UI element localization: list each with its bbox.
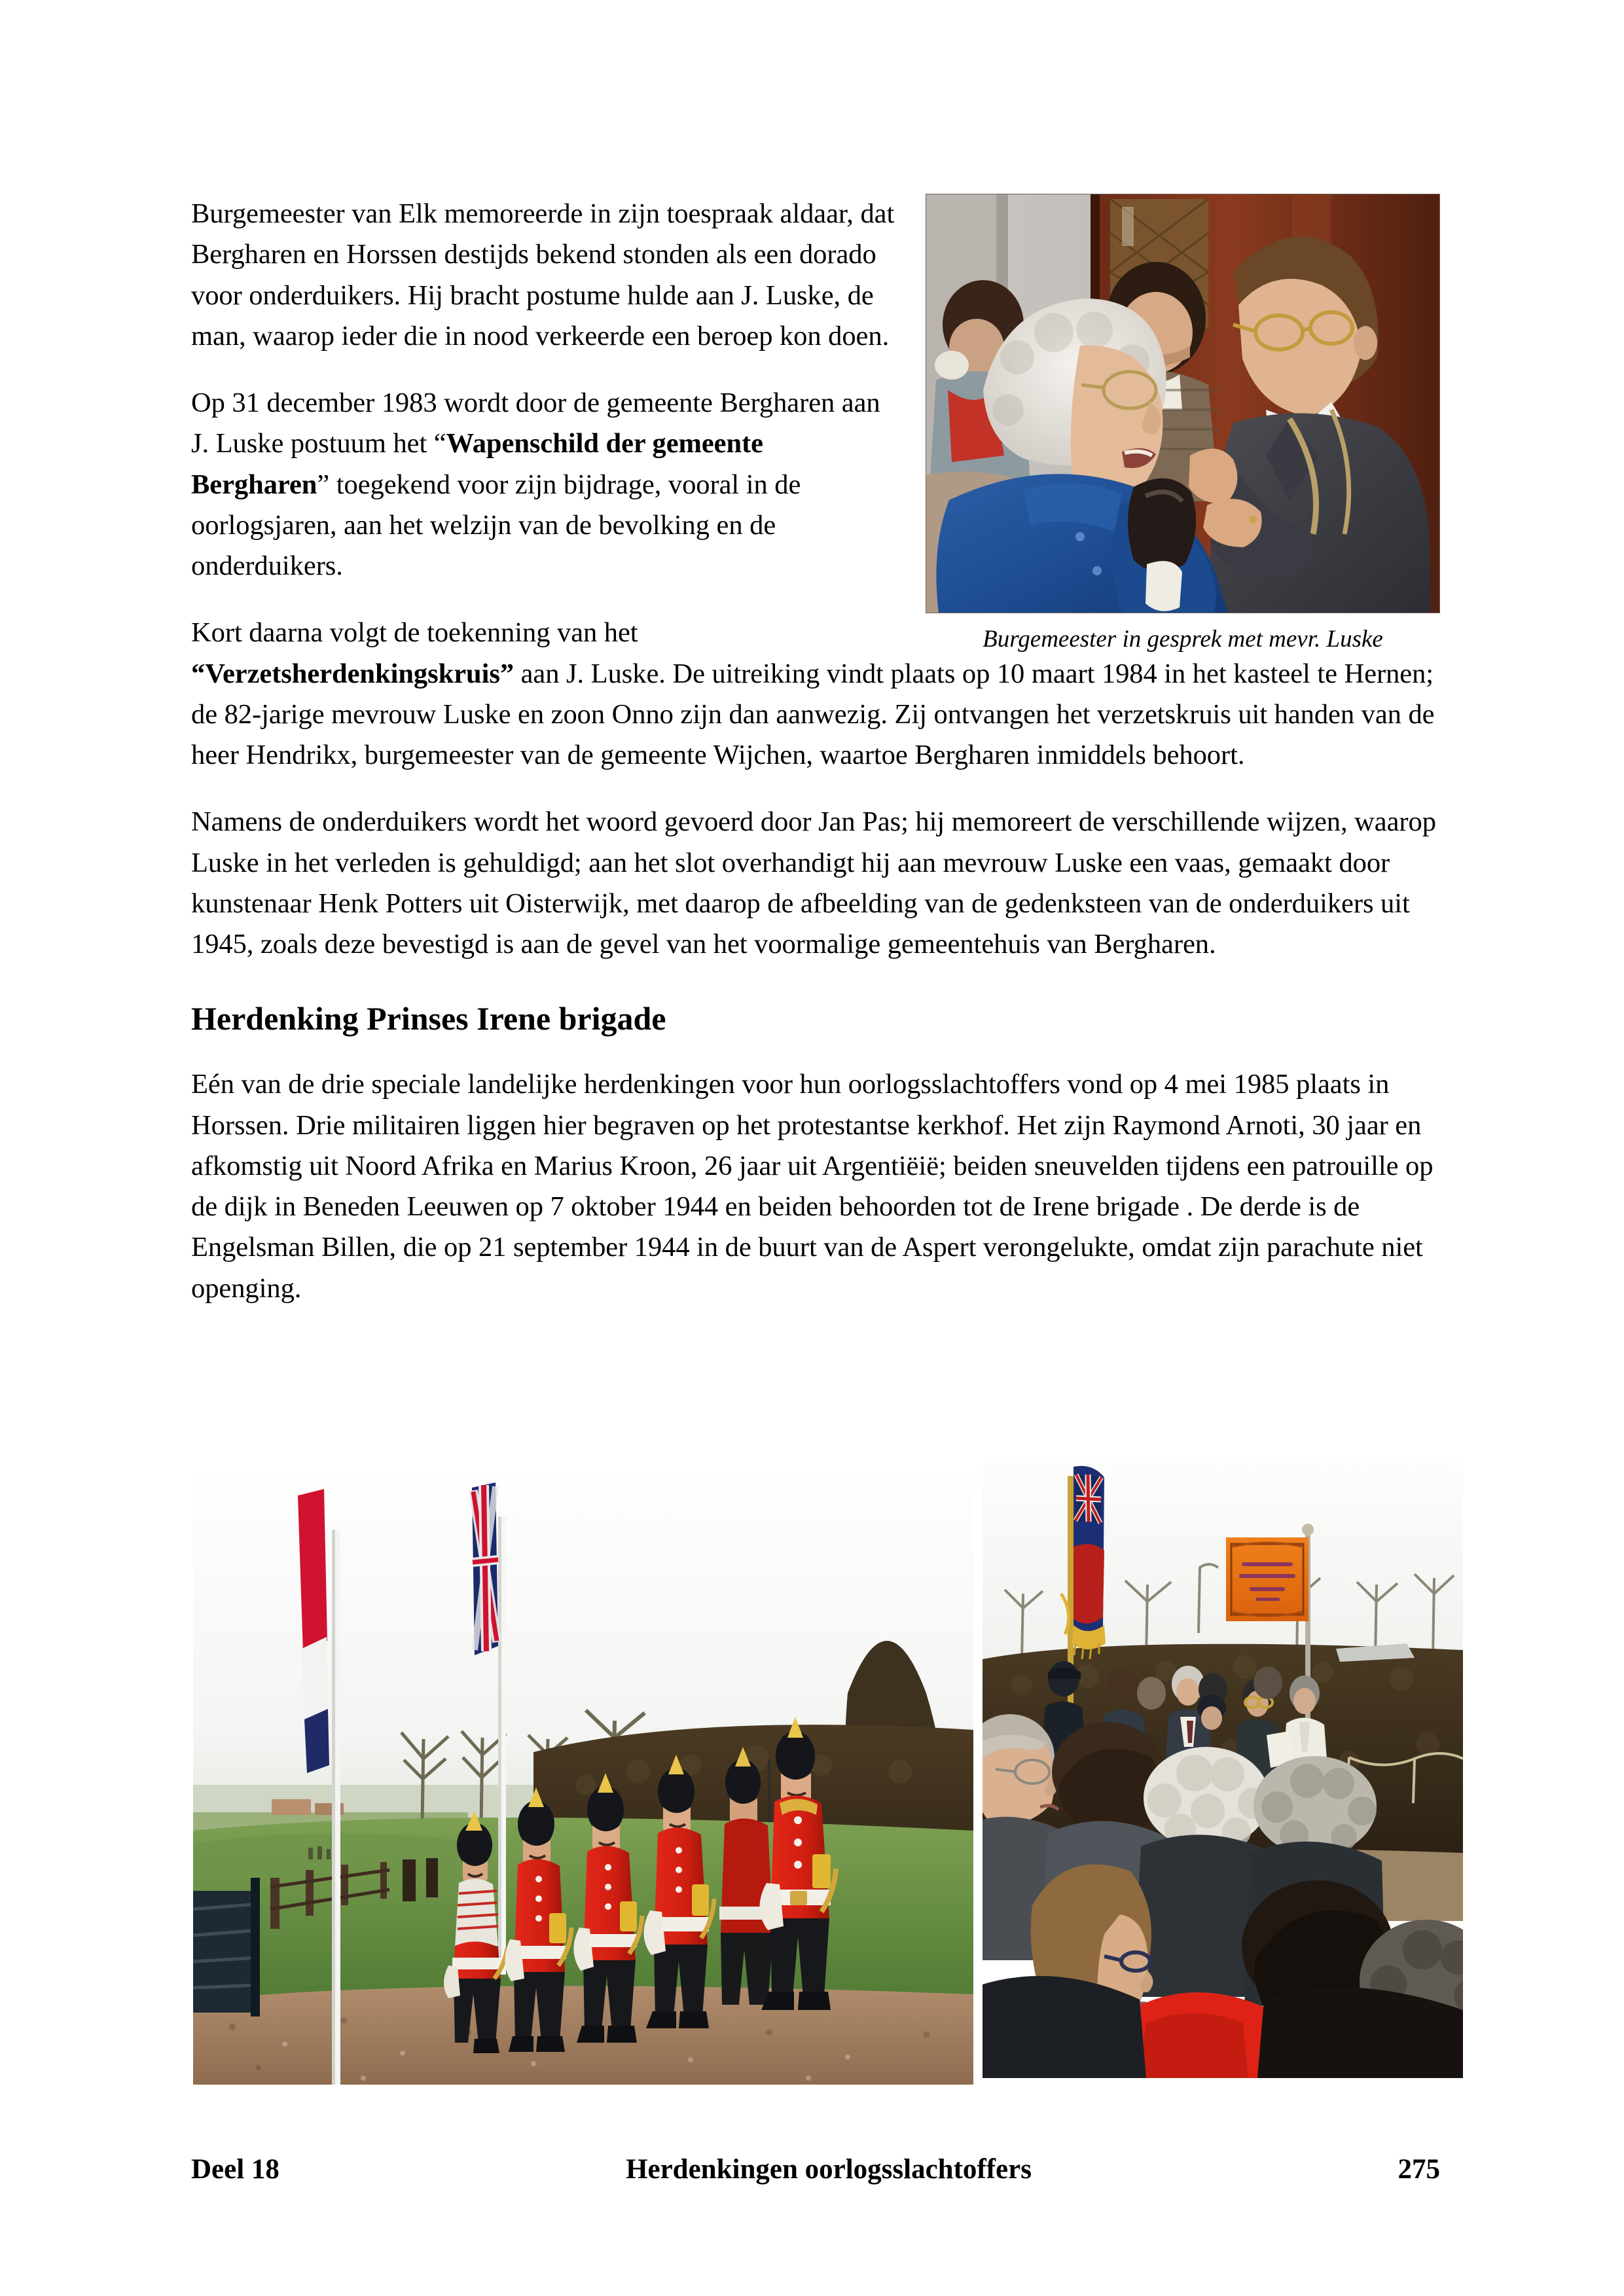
figure-row-bottom	[193, 1463, 1466, 2081]
photo-mayor-talking-with-mrs-luske-image	[926, 194, 1440, 613]
photo-crowd-with-banners-at-ceremony	[983, 1463, 1463, 2078]
photo-guards-marching-with-flags	[193, 1477, 973, 2085]
photo-mayor-talking-with-mrs-luske	[926, 194, 1440, 613]
paragraph-burgemeester-van-elk: Burgemeester van Elk memoreerde in zijn toespraak aldaar, dat Bergharen en Horssen destijds bekend stonden als een dorado voor onderduikers. Hij bracht postume hulde aan J. Luske, de man, waarop ieder die in nood verkeerde een beroep kon doen.	[191, 198, 895, 351]
paragraph-irene-brigade: Eén van de drie speciale landelijke herdenkingen voor hun oorlogsslachtoffers vond op 4 mei 1985 plaats in Horssen. Drie militairen liggen hier begraven op het protestantse kerkhof. Het zijn Raymond Arnoti, 30 jaar en afkomstig uit Noord Afrika en Marius Kroon, 26 jaar uit Argentiëië; beiden sneuvelden tijdens een patrouille op de dijk in Beneden Leeuwen op 7 oktober 1944 en beiden behoorden tot de Irene brigade . De derde is de Engelsman Billen, die op 21 september 1944 in de buurt van de Aspert verongelukte, omdat zijn parachute niet openging.	[191, 1069, 1434, 1304]
figure-crowd-at-ceremony	[983, 1463, 1463, 2078]
paragraph-namens-de-onderduikers: Namens de onderduikers wordt het woord gevoerd door Jan Pas; hij memoreert de verschillende wijzen, waarop Luske in het verleden is gehuldigd; aan het slot overhandigt hij aan mevrouw Luske een vaas, gemaakt door kunstenaar Henk Potters uit Oisterwijk, met daarop de afbeelding van de gedenksteen van de onderduikers uit 1945, zoals deze bevestigd is aan de gevel van het voormalige gemeentehuis van Bergharen.	[191, 806, 1436, 960]
verzetsherdenkingskruis-award-name: “Verzetsherdenkingskruis”	[191, 658, 514, 689]
paragraph-wapenschild-part1: Op 31 december 1983 wordt door de gemeente Bergharen aan J. Luske postuum het “	[191, 387, 880, 459]
page-footer	[191, 2153, 1440, 2185]
page-content	[191, 194, 1440, 1335]
figure-guards-marching	[193, 1477, 973, 2085]
footer-part-label: Deel 18	[191, 2154, 280, 2185]
wapenschild-award-name: Wapenschild der gemeente Bergharen	[191, 428, 764, 500]
paragraph-verzets-part2: aan J. Luske. De uitreiking vindt plaats op 10 maart 1984 in het kasteel te Hernen; de 82-jarige mevrouw Luske en zoon Onno zijn dan aanwezig. Zij ontvangen het verzetskruis uit handen van de heer Hendrikx, burgemeester van de gemeente Wijchen, waartoe Bergharen inmiddels behoort.	[191, 658, 1435, 770]
figure-mayor-and-mrs-luske	[926, 194, 1440, 653]
paragraph-wapenschild-part2: ” toegekend voor zijn bijdrage, vooral in de oorlogsjaren, aan het welzijn van de bevolking en de onderduikers.	[191, 469, 801, 581]
paragraph-verzets-part1: Kort daarna volgt de toekenning van het	[191, 617, 638, 649]
footer-page-number: 275	[1398, 2154, 1440, 2185]
figure-caption: Burgemeester in gesprek met mevr. Luske	[983, 626, 1383, 653]
page-heading-herdenking-prinses-irene-brigade: Herdenking Prinses Irene brigade	[191, 1000, 666, 1037]
footer-section-title: Herdenkingen oorlogsslachtoffers	[626, 2154, 1032, 2185]
